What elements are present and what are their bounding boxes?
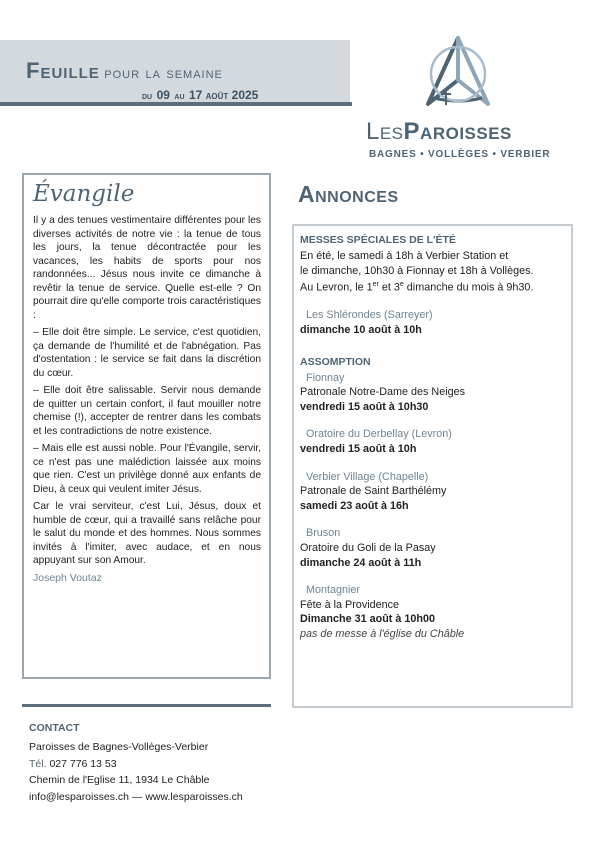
assomption-title: ASSOMPTION	[300, 355, 371, 368]
place-shlerondes: Les Shlérondes (Sarreyer)	[306, 309, 433, 322]
gospel-title: Évangile	[33, 181, 135, 207]
date-start: 09	[156, 88, 170, 102]
annonces-title: Annonces	[298, 181, 399, 207]
place-fionnay: Fionnay	[306, 371, 345, 384]
gospel-author: Joseph Voutaz	[33, 571, 102, 584]
messes-line: le dimanche, 10h30 à Fionnay et 18h à Vollèges.	[300, 264, 534, 277]
date-montagnier: Dimanche 31 août à 10h00	[300, 613, 436, 626]
date-fionnay: vendredi 15 août à 10h30	[300, 400, 429, 413]
place-montagnier: Montagnier	[306, 584, 361, 597]
date-bruson: dimanche 24 août à 11h	[300, 556, 422, 569]
gospel-paragraph: Car le vrai serviteur, c'est Lui, Jésus, doux et humble de cœur, qui a travaillé sans relâche pour le salut du monde et des hommes. Nous sommes invités à l'imiter, avec audace, et en nous appuyant sur son Amour.	[33, 501, 261, 566]
contact-divider	[22, 704, 271, 707]
contact-section	[29, 722, 289, 805]
logo-subtitle: BAGNES • VOLLÈGES • VERBIER	[369, 149, 551, 160]
phone-number[interactable]: 027 776 13 53	[49, 757, 117, 770]
week-dates	[142, 86, 258, 104]
gospel-paragraph: – Mais elle est aussi noble. Pour l'Évangile, servir, ce n'est pas une malédiction laissée aux moins que rien. C'est un privilège donné aux enfants de Dieu, à ceux qui veulent imiter Jésus.	[33, 443, 261, 495]
logo-les: Les	[366, 118, 404, 145]
desc-fionnay: Patronale Notre-Dame des Neiges	[300, 386, 466, 399]
date-au: au	[174, 91, 185, 102]
contact-title: CONTACT	[29, 722, 80, 734]
gospel-paragraph: – Elle doit être salissable. Servir nous demande de quitter un certain confort, il faut mouiller notre chemise (!), accepter de rentrer dans les combats et les contradictions de notre existence.	[33, 385, 261, 437]
date-derbellay: vendredi 15 août à 10h	[300, 442, 417, 455]
date-end: 17 août 2025	[188, 88, 259, 102]
place-derbellay: Oratoire du Derbellay (Levron)	[306, 428, 452, 441]
date-verbier: samedi 23 août à 16h	[300, 499, 409, 512]
contact-phone	[29, 756, 289, 773]
logo-wordmark	[366, 118, 512, 146]
contact-address: Chemin de l'Eglise 11, 1934 Le Châble	[29, 774, 210, 786]
place-bruson: Bruson	[306, 527, 341, 540]
levron-text: dimanche du mois à 9h30.	[403, 281, 534, 294]
desc-bruson: Oratoire du Goli de la Pasay	[300, 541, 436, 554]
email-link[interactable]: info@lesparoisses.ch	[29, 790, 129, 803]
gospel-paragraph: Il y a des tenues vestimentaire différentes pour les diverses activités de notre vie : la tenue de tous les jours, la tenue décontractée pour les vacances, les habits de sports pour nos randonnées... Jésus nous invite ce dimanche à revêtir la tenue de service. Quelle est-elle ? On pourrait dire qu'elle comporte trois caractéristiques :	[33, 215, 261, 321]
messes-line: En été, le samedi à 18h à Verbier Station et	[300, 250, 509, 262]
date-shlerondes: dimanche 10 août à 10h	[300, 323, 422, 336]
page-title	[26, 58, 223, 84]
website-link[interactable]: www.lesparoisses.ch	[145, 790, 243, 803]
sup-er: er	[372, 281, 379, 289]
parish-logo-icon	[420, 34, 496, 112]
sup-e: e	[399, 281, 404, 289]
title-pour-la-semaine: pour la semaine	[104, 65, 223, 82]
separator: —	[131, 790, 143, 803]
messes-title: MESSES SPÉCIALES DE L'ÉTÉ	[300, 234, 456, 246]
place-verbier: Verbier Village (Chapelle)	[306, 470, 429, 483]
desc-verbier: Patronale de Saint Barthélémy	[300, 485, 447, 498]
date-du: du	[142, 91, 153, 102]
note-montagnier: pas de messe à l'église du Châble	[300, 627, 465, 640]
logo-paroisses: Paroisses	[403, 118, 512, 145]
title-feuille: Feuille	[26, 58, 100, 83]
levron-text: Au Levron, le 1	[300, 281, 373, 294]
messes-line	[300, 278, 565, 295]
phone-label: Tél.	[29, 757, 47, 770]
desc-montagnier: Fête à la Providence	[300, 598, 400, 611]
contact-org: Paroisses de Bagnes-Vollèges-Verbier	[29, 741, 209, 753]
gospel-box	[22, 173, 271, 679]
contact-web-row	[29, 789, 289, 806]
annonces-box	[292, 224, 573, 708]
levron-text: et 3	[378, 281, 400, 294]
gospel-paragraph: – Elle doit être simple. Le service, c'est quotidien, ça demande de l'humilité et de l'abnégation. Pas d'ostentation : le service se fait dans la discrétion du cœur.	[33, 327, 261, 379]
